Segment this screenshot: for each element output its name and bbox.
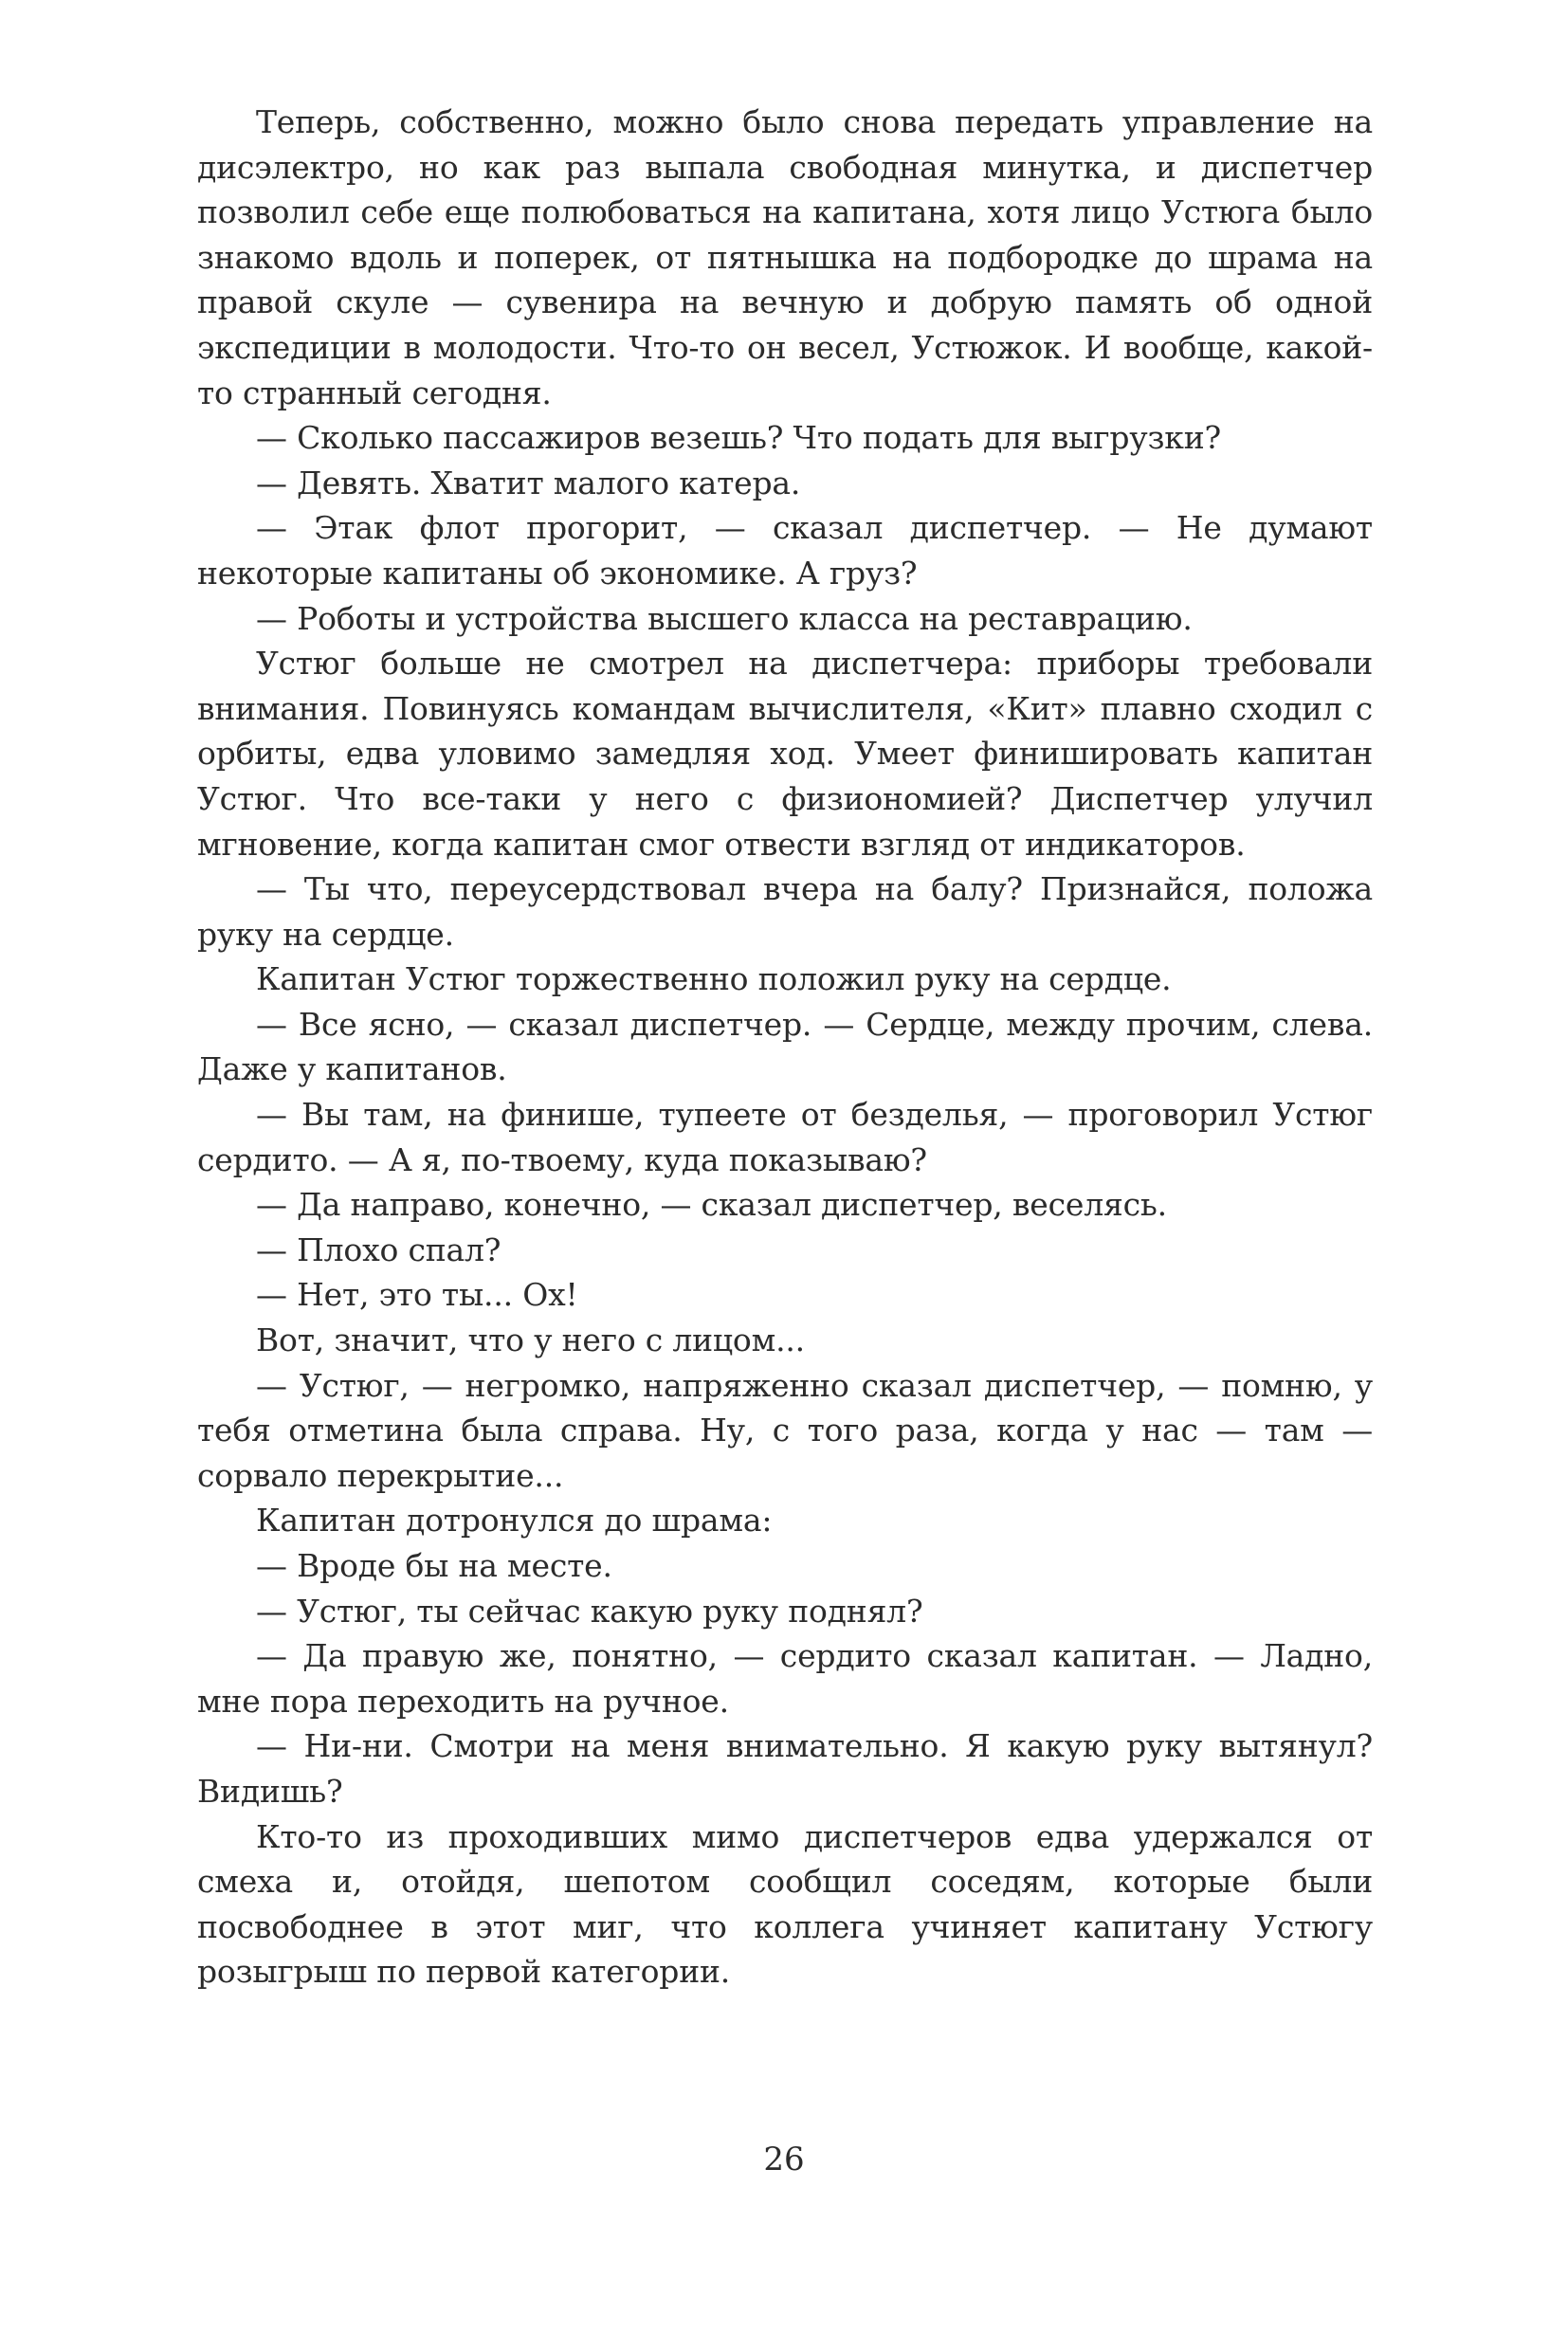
paragraph: Устюг больше не смотрел на диспетчера: приборы требовали внимания. Повинуясь командам вычислителя, «Кит» плавно сходил с орбиты, едва уловимо замедляя ход. Умеет финишировать капитан Устюг. Что все-таки у него с физиономией? Диспетчер улучил мгновение, когда капитан смог отвести взгляд от индикаторов. [197,645,1373,863]
paragraph: — Устюг, ты сейчас какую руку поднял? [256,1592,923,1630]
paragraph: Капитан Устюг торжественно положил руку на сердце. [256,960,1172,998]
paragraph: — Вы там, на финише, тупеете от безделья, — проговорил Устюг сердито. — А я, по-твоему, куда показываю? [197,1096,1373,1178]
page-body-text [197,100,1373,1995]
paragraph: — Да правую же, понятно, — сердито сказал капитан. — Ладно, мне пора переходить на ручное. [197,1637,1373,1720]
paragraph: — Сколько пассажиров везешь? Что подать для выгрузки? [256,419,1221,457]
paragraph: — Этак флот прогорит, — сказал диспетчер. — Не думают некоторые капитаны об экономике. А груз? [197,509,1373,592]
paragraph: Капитан дотронулся до шрама: [256,1502,773,1540]
paragraph: — Нет, это ты... Ох! [256,1276,578,1314]
paragraph: — Девять. Хватит малого катера. [256,464,801,501]
page-number: 26 [763,2141,805,2178]
paragraph: Кто-то из проходивших мимо диспетчеров едва удержался от смеха и, отойдя, шепотом сообщил соседям, которые были посвободнее в этот миг, что коллега учиняет капитану Устюгу розыгрыш по первой категории. [197,1817,1373,1991]
paragraph: Вот, значит, что у него с лицом... [256,1321,805,1359]
paragraph: — Плохо спал? [256,1230,501,1268]
paragraph: — Вроде бы на месте. [256,1547,612,1584]
paragraph: Теперь, собственно, можно было снова передать управление на дисэлектро, но как раз выпала свободная минутка, и диспетчер позволил себе еще полюбоваться на капитана, хотя лицо Устюга было знакомо вдоль и поперек, от пятнышка на подбородке до шрама на правой скуле — сувенира на вечную и добрую память об одной экспедиции в молодости. Что-то он весел, Устюжок. И вообще, какой-то странный сегодня. [197,103,1373,411]
paragraph: — Ты что, переусердствовал вчера на балу? Признайся, положа руку на сердце. [197,870,1373,953]
paragraph: — Ни-ни. Смотри на меня внимательно. Я какую руку вытянул? Видишь? [197,1727,1373,1810]
paragraph: — Да направо, конечно, — сказал диспетчер, веселясь. [256,1186,1167,1224]
paragraph: — Устюг, — негромко, напряженно сказал диспетчер, — помню, у тебя отметина была справа. Ну, с того раза, когда у нас — там — сорвало перекрытие... [197,1366,1373,1494]
paragraph: — Все ясно, — сказал диспетчер. — Сердце, между прочим, слева. Даже у капитанов. [197,1005,1373,1088]
paragraph: — Роботы и устройства высшего класса на реставрацию. [256,599,1193,637]
